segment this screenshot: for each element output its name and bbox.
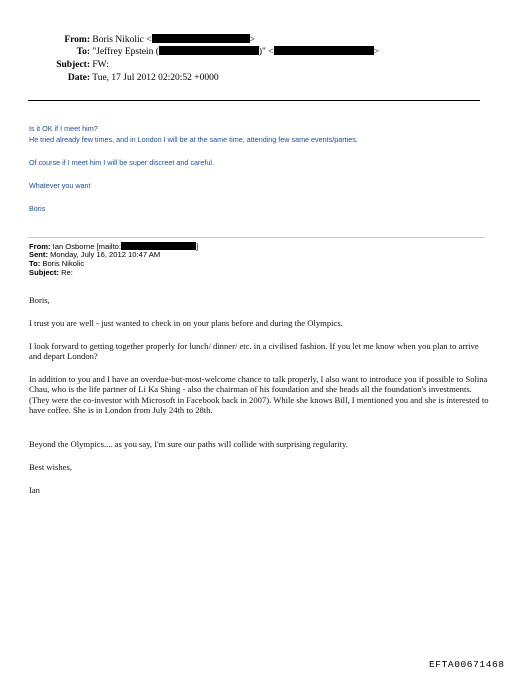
forwarded-subject-label: Subject: bbox=[29, 268, 59, 277]
body-closing: Best wishes, bbox=[29, 462, 72, 472]
header-to-value: "Jeffrey Epstein ( bbox=[92, 47, 159, 57]
header-from-end: > bbox=[249, 35, 255, 45]
header-date-label: Date: bbox=[67, 73, 90, 83]
reply-signature: Boris bbox=[29, 204, 46, 213]
forwarded-sent-value: Monday, July 16, 2012 10:47 AM bbox=[50, 250, 161, 259]
forwarded-to-label: To: bbox=[29, 259, 41, 268]
header-to-row bbox=[40, 46, 379, 58]
reply-line-3: Of course if I meet him I will be super discreet and careful. bbox=[29, 158, 214, 167]
forwarded-subject-row bbox=[29, 269, 73, 278]
reply-line-1: Is it OK if I meet him? bbox=[29, 124, 98, 133]
forwarded-sent-label: Sent: bbox=[29, 250, 48, 259]
forwarded-to-value: Boris Nikolic bbox=[42, 259, 85, 268]
header-subject-label: Subject: bbox=[56, 60, 90, 70]
redaction-bar bbox=[274, 46, 374, 55]
header-divider bbox=[28, 100, 480, 101]
body-paragraph-1: I trust you are well - just wanted to check in on your plans before and during the Olympics. bbox=[29, 318, 343, 328]
redaction-bar bbox=[121, 242, 199, 251]
header-from-value: Boris Nikolic < bbox=[92, 35, 152, 45]
forwarded-from-label: From: bbox=[29, 242, 51, 251]
header-to-end: > bbox=[373, 47, 380, 57]
reply-line-2: He tried already few times, and in London I will be at the same time, attending few same events/parties. bbox=[29, 135, 358, 144]
body-paragraph-2: I look forward to getting together properly for lunch/ dinner/ etc. in a civilised fashion. If you let me know when you plan to arrive and depart London? bbox=[29, 341, 479, 362]
body-paragraph-4: Beyond the Olympics.... as you say, I'm sure our paths will collide with surprising regularity. bbox=[29, 439, 348, 449]
body-greeting: Boris, bbox=[29, 295, 50, 305]
body-signature: Ian bbox=[29, 485, 40, 495]
redaction-bar bbox=[152, 34, 250, 43]
header-from-row bbox=[40, 34, 255, 46]
header-to-label: To: bbox=[76, 47, 90, 57]
header-subject-value: FW: bbox=[92, 60, 109, 70]
header-to-mid: )" < bbox=[258, 47, 274, 57]
header-from-label: From: bbox=[64, 35, 90, 45]
forward-divider bbox=[28, 237, 485, 238]
header-date-value: Tue, 17 Jul 2012 02:20:52 +0000 bbox=[92, 73, 219, 83]
reply-line-4: Whatever you want bbox=[29, 181, 91, 190]
header-date-row bbox=[40, 72, 219, 84]
forwarded-subject-value: Re: bbox=[61, 268, 73, 277]
bates-number: EFTA00671468 bbox=[429, 659, 505, 670]
forwarded-from-value: Ian Osborne [mailto: bbox=[52, 242, 122, 251]
header-subject-row bbox=[23, 59, 109, 71]
redaction-bar bbox=[159, 46, 259, 55]
forwarded-from-end: ] bbox=[196, 242, 199, 251]
body-paragraph-3: In addition to you and I have an overdue-but-most-welcome chance to talk properly, I also want to introduce you if possible to Solina Chau, who is the life partner of Li Ka Shing - also the chairman of his foundation and she heads all the foundation's investments. (They were the co-investor with Microsoft in Facebook back in 2007). While she knows Bill, I mentioned you and she is interested to have coffee. She is in London from July 24th to 28th. bbox=[29, 374, 489, 416]
